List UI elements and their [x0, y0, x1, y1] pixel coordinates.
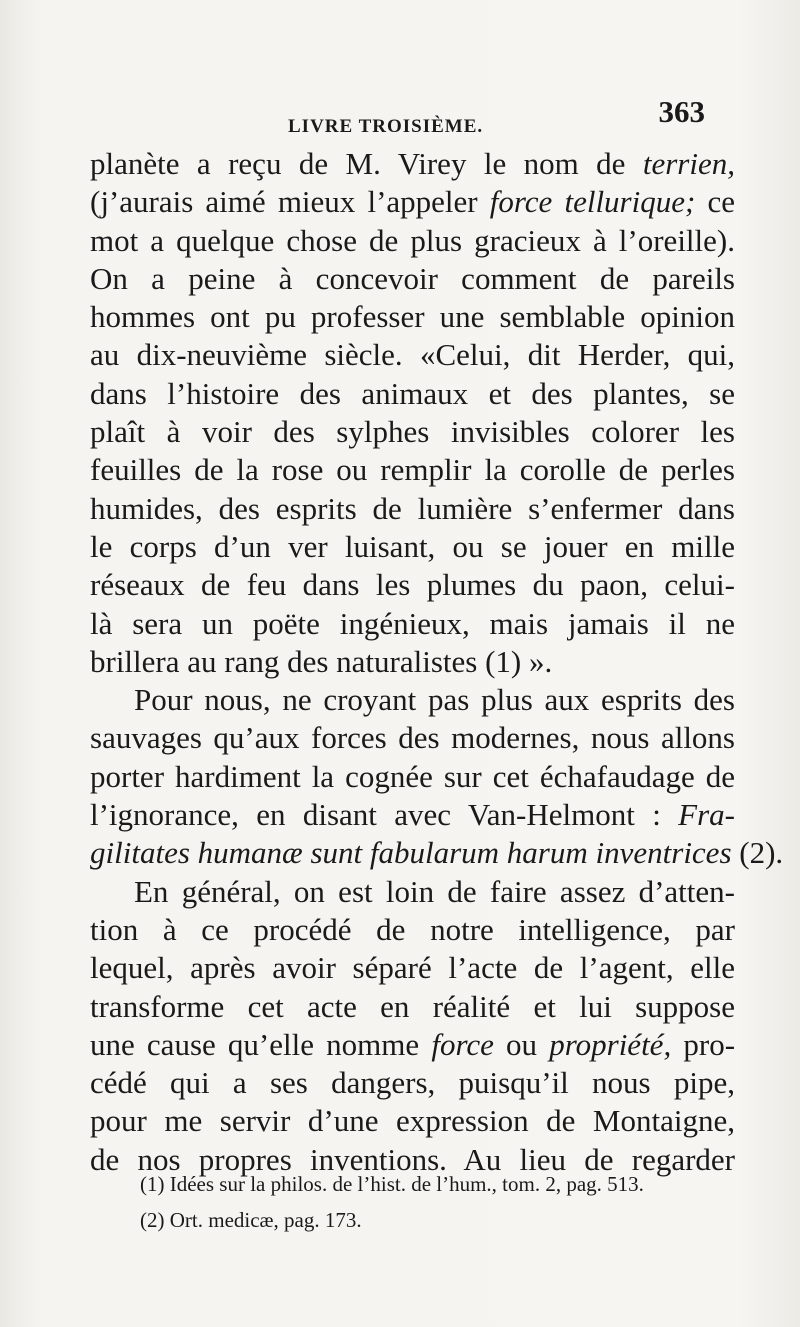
text-line: l’ignorance, en disant avec Van-Helmont : Fra-	[90, 797, 735, 833]
text-line: brillera au rang des naturalistes (1) ».	[90, 643, 553, 679]
text-line: pour me servir d’une expression de Montaigne,	[90, 1103, 735, 1139]
body-text	[90, 145, 784, 1179]
text-line: planète a reçu de M. Virey le nom de terrien,	[90, 146, 735, 181]
paragraph-2	[90, 681, 784, 872]
text-line: feuilles de la rose ou remplir la corolle de perles	[90, 452, 735, 488]
text-line: réseaux de feu dans les plumes du paon, celui-	[90, 567, 735, 603]
footnote-1: (1) Idées sur la philos. de l’hist. de l’hum., tom. 2, pag. 513.	[140, 1172, 644, 1196]
paragraph-1	[90, 145, 735, 681]
text-line: là sera un poëte ingénieux, mais jamais il ne	[90, 605, 735, 641]
text-line: On a peine à concevoir comment de pareils	[90, 260, 735, 296]
page-header	[90, 92, 715, 142]
text-line: hommes ont pu professer une semblable opinion	[90, 299, 735, 335]
text-line: sauvages qu’aux forces des modernes, nous allons	[90, 720, 735, 756]
page-number: 363	[658, 94, 705, 129]
text-line: gilitates humanæ sunt fabularum harum inventrices (2).	[90, 835, 784, 871]
text-line: En général, on est loin de faire assez d’atten-	[134, 873, 735, 909]
text-line: mot a quelque chose de plus gracieux à l’oreille).	[90, 222, 735, 258]
footnote-2: (2) Ort. medicæ, pag. 173.	[140, 1208, 362, 1232]
text-line: cédé qui a ses dangers, puisqu’il nous pipe,	[90, 1065, 735, 1101]
paragraph-3	[90, 873, 735, 1179]
footnotes	[140, 1166, 740, 1238]
text-line: une cause qu’elle nomme force ou propriété, pro-	[90, 1026, 736, 1062]
text-line: humides, des esprits de lumière s’enfermer dans	[90, 490, 735, 526]
text-line: lequel, après avoir séparé l’acte de l’agent, elle	[90, 950, 735, 986]
text-line: transforme cet acte en réalité et lui suppose	[90, 988, 735, 1024]
text-line: Pour nous, ne croyant pas plus aux esprits des	[134, 682, 735, 718]
text-line: tion à ce procédé de notre intelligence, par	[90, 911, 735, 947]
text-line: dans l’histoire des animaux et des plantes, se	[90, 375, 735, 411]
text-line: au dix-neuvième siècle. «Celui, dit Herder, qui,	[90, 337, 735, 373]
text-line: (j’aurais aimé mieux l’appeler force tellurique; ce	[90, 184, 735, 220]
running-head: LIVRE TROISIÈME.	[288, 116, 484, 137]
text-line: le corps d’un ver luisant, ou se jouer en mille	[90, 528, 735, 564]
text-line: plaît à voir des sylphes invisibles colorer les	[90, 414, 735, 450]
text-line: porter hardiment la cognée sur cet échafaudage de	[90, 758, 735, 794]
text-line: de nos propres inventions. Au lieu de regarder	[90, 1141, 735, 1177]
